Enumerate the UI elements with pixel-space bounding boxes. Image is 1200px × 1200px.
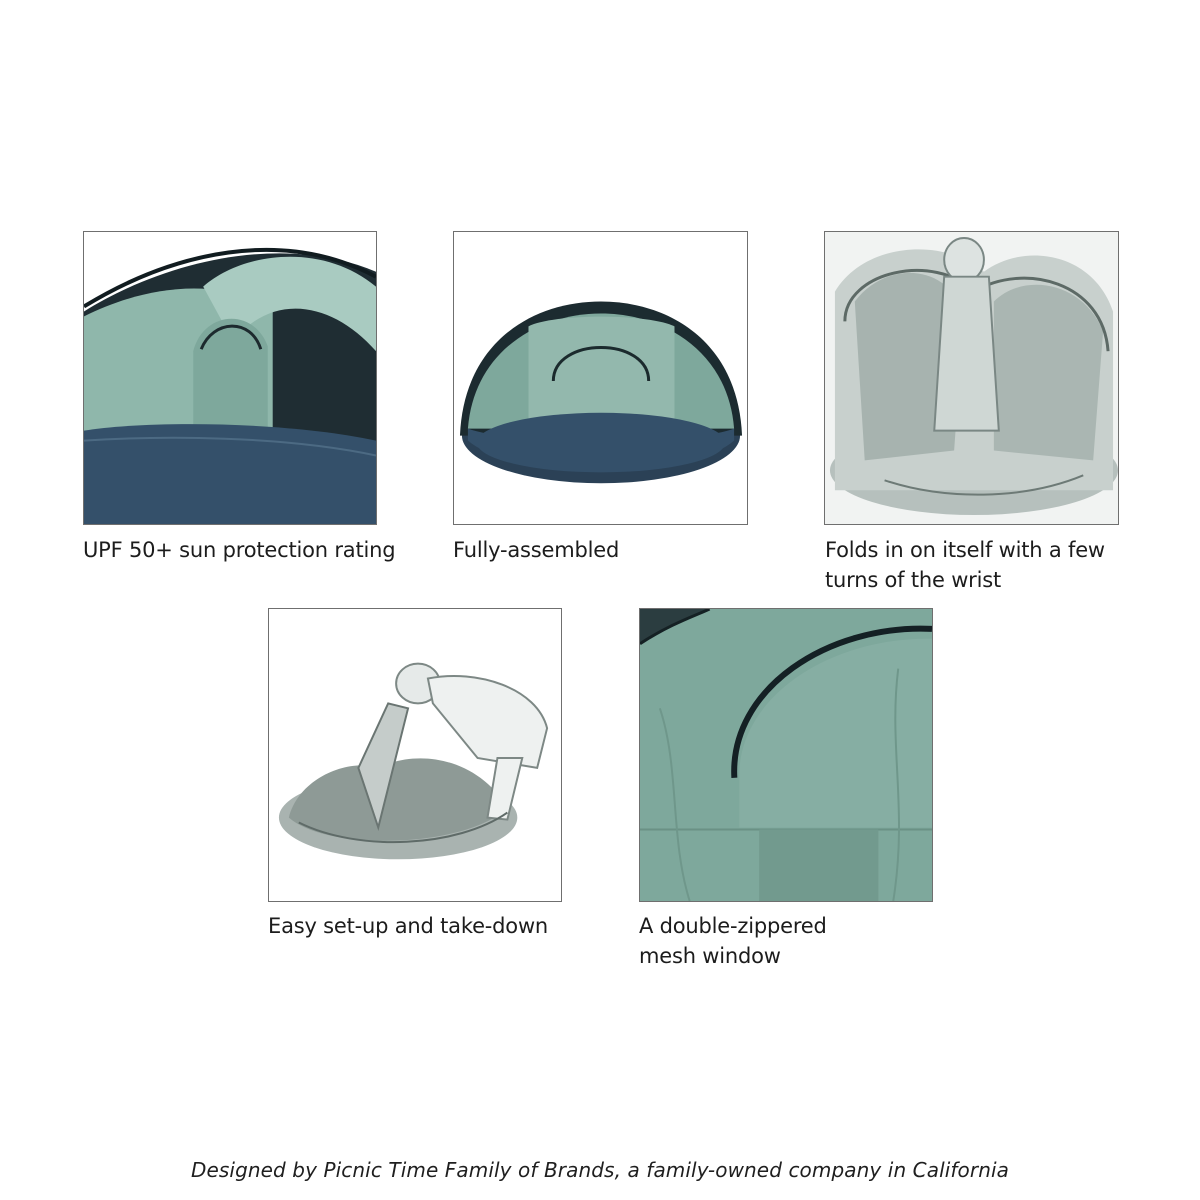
caption-fully-assembled: Fully-assembled bbox=[453, 538, 620, 562]
caption-easy-setup: Easy set-up and take-down bbox=[268, 914, 549, 938]
caption-upf-rating: UPF 50+ sun protection rating bbox=[83, 538, 396, 562]
brand-footer: Designed by Picnic Time Family of Brands, a family-owned company in California bbox=[190, 1158, 1010, 1182]
photo-setup-takedown bbox=[268, 608, 562, 902]
photo-assembled-tent bbox=[453, 231, 748, 525]
caption-mesh-window: A double-zippered mesh window bbox=[639, 914, 827, 968]
caption-folds-in: Folds in on itself with a few turns of the wrist bbox=[825, 538, 1105, 592]
photo-upf-tent-interior bbox=[83, 231, 377, 525]
photo-mesh-window bbox=[639, 608, 933, 902]
photo-folding-tent bbox=[824, 231, 1119, 525]
